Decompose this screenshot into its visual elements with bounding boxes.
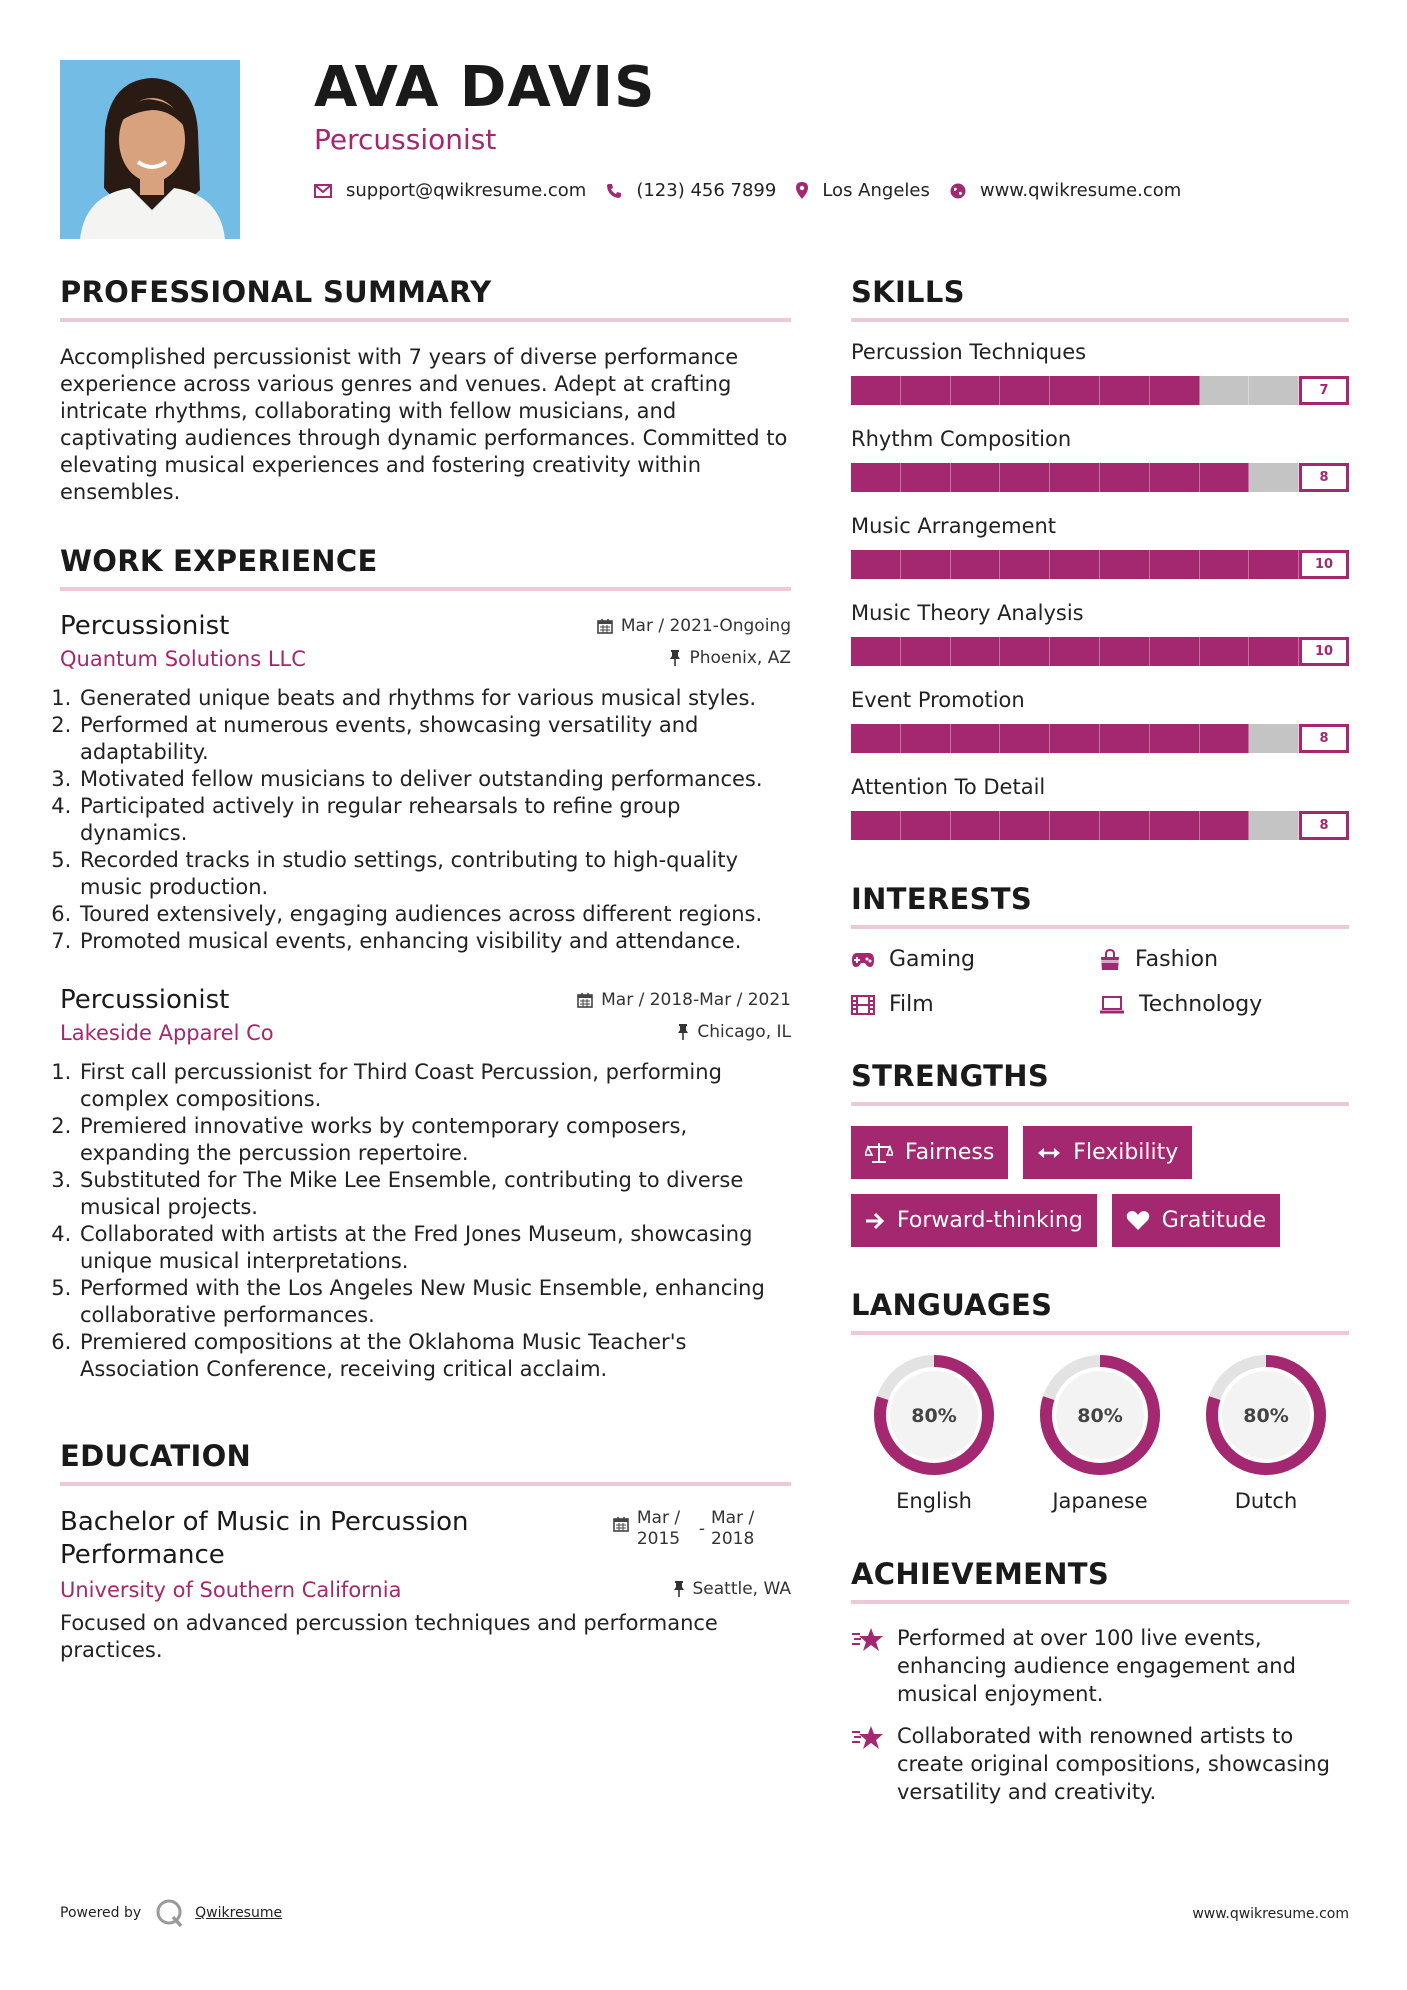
section-divider [60, 1482, 791, 1486]
section-divider [851, 1600, 1349, 1604]
skill-bar-segment [1050, 724, 1100, 753]
duty-item: 7. Promoted musical events, enhancing visibility and attendance. [78, 928, 791, 955]
phone-text: (123) 456 7899 [636, 180, 777, 201]
section-divider [60, 587, 791, 591]
qwikresume-logo-icon [155, 1898, 185, 1928]
skill-bar-segment [851, 724, 901, 753]
degree-title: Bachelor of Music in Percussion Performance [60, 1507, 469, 1570]
duty-item: 2. Performed at numerous events, showcasing versatility and adaptability. [78, 712, 791, 766]
interest-item-fashion [1099, 947, 1347, 972]
skill-level-bar [851, 724, 1349, 753]
contact-location [796, 180, 930, 201]
duty-list [78, 685, 791, 955]
envelope-icon [314, 184, 332, 198]
duty-item: 5. Recorded tracks in studio settings, contributing to high-quality music production. [78, 847, 791, 901]
skill-bar-segment [1100, 550, 1150, 579]
arrows-horizontal-icon [1037, 1146, 1061, 1160]
candidate-title: Percussionist [314, 123, 497, 156]
skill-bar-segment [951, 811, 1001, 840]
skill-bar-segment [901, 376, 951, 405]
languages-section [851, 1288, 1349, 1513]
footer-url[interactable]: www.qwikresume.com [1192, 1906, 1349, 1922]
pushpin-icon [669, 650, 681, 666]
contact-website[interactable] [950, 180, 1181, 201]
section-divider [851, 318, 1349, 322]
skill-bar-segment [1249, 724, 1299, 753]
skill-name: Attention To Detail [851, 775, 1046, 799]
experience-section [60, 544, 791, 1383]
skill-bar-segment [1000, 550, 1050, 579]
duty-item: 6. Toured extensively, engaging audiences across different regions. [78, 901, 791, 928]
skill-bar-segment [1249, 550, 1299, 579]
education-heading: EDUCATION [60, 1439, 252, 1473]
contact-phone[interactable] [606, 180, 776, 201]
brand-link[interactable]: Qwikresume [195, 1905, 283, 1921]
strengths-list [851, 1126, 1349, 1262]
duty-list [78, 1059, 791, 1383]
strength-label: Forward-thinking [897, 1208, 1083, 1233]
duty-item: 2. Premiered innovative works by contemporary composers, expanding the percussion repertoire. [78, 1113, 791, 1167]
job-location [669, 648, 791, 668]
skill-bar-segment [1100, 724, 1150, 753]
interests-grid [851, 947, 1349, 1017]
languages-list [851, 1353, 1349, 1513]
skill-name: Music Theory Analysis [851, 601, 1084, 625]
interest-label: Gaming [889, 947, 975, 972]
skill-level-badge: 8 [1299, 724, 1349, 753]
duty-item: 3. Motivated fellow musicians to deliver outstanding performances. [78, 766, 791, 793]
skill-bar-segment [1200, 550, 1250, 579]
interest-label: Film [889, 992, 934, 1017]
skills-list [851, 340, 1349, 840]
skill-level-bar [851, 376, 1349, 405]
skill-bar-segment [1200, 811, 1250, 840]
interests-section [851, 882, 1349, 1017]
job-title: Percussionist [60, 611, 230, 641]
skill-level-bar [851, 637, 1349, 666]
education-location [673, 1579, 792, 1599]
experience-heading: WORK EXPERIENCE [60, 544, 378, 578]
language-name: Japanese [1052, 1489, 1148, 1513]
interests-heading: INTERESTS [851, 882, 1033, 916]
strength-chip-fairness [851, 1126, 1008, 1179]
skill-bar-segment [1050, 550, 1100, 579]
language-progress-ring [872, 1353, 996, 1477]
skill-bar-segment [1200, 724, 1250, 753]
star-icon [851, 1724, 885, 1752]
arrow-right-icon [865, 1212, 885, 1230]
language-item [1017, 1353, 1183, 1513]
skill-bar-segment [1050, 811, 1100, 840]
language-percent-label: 80% [911, 1405, 957, 1427]
skill-level-bar [851, 463, 1349, 492]
profile-photo [60, 60, 240, 239]
calendar-icon [577, 992, 593, 1008]
gamepad-icon [851, 952, 875, 968]
skill-bar-segment [1150, 376, 1200, 405]
skill-bar-segment [1249, 376, 1299, 405]
globe-icon [950, 183, 966, 199]
phone-icon [606, 183, 622, 199]
achievement-text: Performed at over 100 live events, enhancing audience engagement and musical enjoyment. [897, 1626, 1296, 1706]
achievement-text: Collaborated with renowned artists to create original compositions, showcasing versatility and creativity. [897, 1724, 1330, 1804]
contact-bar [314, 180, 1201, 201]
skill-bar-segment [851, 811, 901, 840]
skill-bar-segment [1150, 724, 1200, 753]
skill-level-badge: 8 [1299, 463, 1349, 492]
section-divider [851, 1102, 1349, 1106]
skill-bar-segment [951, 376, 1001, 405]
email-text: support@qwikresume.com [346, 180, 587, 201]
languages-heading: LANGUAGES [851, 1288, 1053, 1322]
skill-bar-segment [1000, 463, 1050, 492]
powered-by-text: Powered by [60, 1905, 142, 1921]
job-title: Percussionist [60, 985, 230, 1015]
skill-level-badge: 10 [1299, 637, 1349, 666]
candidate-name: AVA DAVIS [314, 55, 656, 120]
star-icon [851, 1626, 885, 1654]
skill-item [851, 427, 1349, 492]
job-dates-text: Mar / 2021-Ongoing [620, 616, 791, 636]
job-location-text: Phoenix, AZ [689, 648, 791, 668]
skills-heading: SKILLS [851, 275, 965, 309]
job-entry-1 [60, 611, 791, 955]
pushpin-icon [673, 1581, 685, 1597]
education-description: Focused on advanced percussion techniques and performance practices. [60, 1611, 718, 1662]
strengths-section [851, 1059, 1349, 1262]
contact-email[interactable] [314, 180, 586, 201]
skill-bar-segment [1100, 811, 1150, 840]
skill-level-bar [851, 550, 1349, 579]
footer-powered-by [60, 1898, 282, 1928]
school-name: University of Southern California [60, 1578, 402, 1602]
film-icon [851, 995, 875, 1015]
skill-bar-segment [1249, 463, 1299, 492]
skill-bar-segment [1100, 637, 1150, 666]
language-progress-ring [1204, 1353, 1328, 1477]
section-divider [60, 318, 791, 322]
education-dates: Mar / 2015 - Mar / 2018 [613, 1508, 791, 1572]
pushpin-icon [677, 1024, 689, 1040]
strength-label: Fairness [905, 1140, 995, 1165]
language-name: English [896, 1489, 972, 1513]
skill-bar-segment [1000, 811, 1050, 840]
skill-name: Percussion Techniques [851, 340, 1087, 364]
education-section [60, 1439, 791, 1664]
skill-bar-segment [851, 550, 901, 579]
skill-bar-segment [1050, 376, 1100, 405]
education-location-text: Seattle, WA [692, 1579, 791, 1599]
skill-bar-segment [1100, 376, 1150, 405]
skill-bar-segment [1150, 811, 1200, 840]
skill-bar-segment [951, 463, 1001, 492]
skill-bar-segment [851, 637, 901, 666]
job-dates [577, 990, 791, 1010]
skill-bar-segment [901, 550, 951, 579]
calendar-icon [597, 618, 613, 634]
skill-bar-segment [1000, 724, 1050, 753]
achievements-list [851, 1624, 1349, 1806]
strength-label: Flexibility [1073, 1140, 1179, 1165]
skill-bar-segment [1249, 811, 1299, 840]
skill-bar-segment [1249, 637, 1299, 666]
skill-bar-segment [1050, 637, 1100, 666]
skill-bar-segment [1050, 463, 1100, 492]
strength-label: Gratitude [1161, 1208, 1267, 1233]
job-dates [597, 616, 791, 636]
skill-level-badge: 10 [1299, 550, 1349, 579]
skill-bar-segment [1150, 637, 1200, 666]
achievements-section [851, 1557, 1349, 1806]
skill-bar-segment [901, 811, 951, 840]
heart-icon [1126, 1210, 1150, 1231]
duty-item: 3. Substituted for The Mike Lee Ensemble, contributing to diverse musical projects. [78, 1167, 791, 1221]
duty-item: 6. Premiered compositions at the Oklahoma Music Teacher's Association Conference, receiving critical acclaim. [78, 1329, 791, 1383]
skill-level-bar [851, 811, 1349, 840]
job-entry-2 [60, 985, 791, 1383]
skill-bar-segment [1000, 637, 1050, 666]
summary-heading: PROFESSIONAL SUMMARY [60, 275, 492, 309]
strength-chip-gratitude [1112, 1194, 1280, 1247]
balance-scale-icon [865, 1142, 893, 1164]
job-dates-text: Mar / 2018-Mar / 2021 [601, 990, 791, 1010]
education-end: Mar / 2018 [711, 1508, 755, 1549]
skill-bar-segment [1100, 463, 1150, 492]
skill-bar-segment [1200, 463, 1250, 492]
skill-name: Music Arrangement [851, 514, 1057, 538]
skill-bar-segment [951, 637, 1001, 666]
job-location-text: Chicago, IL [697, 1022, 791, 1042]
education-start: Mar / 2015 [636, 1508, 681, 1549]
left-column [60, 275, 791, 1664]
skill-bar-segment [1000, 376, 1050, 405]
map-marker-icon [796, 182, 808, 199]
shopping-bag-icon [1099, 949, 1121, 971]
skill-bar-segment [851, 463, 901, 492]
skill-bar-segment [901, 463, 951, 492]
skills-section [851, 275, 1349, 840]
location-text: Los Angeles [822, 180, 930, 201]
strength-chip-forward-thinking [851, 1194, 1097, 1247]
summary-section [60, 275, 791, 506]
language-item [1183, 1353, 1349, 1513]
interest-label: Technology [1139, 992, 1263, 1017]
interest-item-technology [1099, 992, 1347, 1017]
skill-bar-segment [951, 550, 1001, 579]
company-name: Quantum Solutions LLC [60, 647, 306, 671]
skill-bar-segment [851, 376, 901, 405]
duty-item: 4. Participated actively in regular rehearsals to refine group dynamics. [78, 793, 791, 847]
achievements-heading: ACHIEVEMENTS [851, 1557, 1110, 1591]
website-text: www.qwikresume.com [979, 180, 1182, 201]
skill-name: Rhythm Composition [851, 427, 1072, 451]
skill-item [851, 775, 1349, 840]
achievement-item [851, 1722, 1349, 1806]
strength-chip-flexibility [1023, 1126, 1192, 1179]
skill-item [851, 601, 1349, 666]
strengths-heading: STRENGTHS [851, 1059, 1050, 1093]
skill-level-badge: 7 [1299, 376, 1349, 405]
job-location [677, 1022, 791, 1042]
duty-item: 1. First call percussionist for Third Coast Percussion, performing complex compositions. [78, 1059, 791, 1113]
duty-item: 5. Performed with the Los Angeles New Music Ensemble, enhancing collaborative performances. [78, 1275, 791, 1329]
summary-text: Accomplished percussionist with 7 years of diverse performance experience across various genres and venues. Adept at crafting intricate rhythms, collaborating with fellow musicians, and captivating audiences through dynamic performances. Committed to elevating musical experiences and fostering creativity within ensembles. [60, 345, 788, 504]
interest-item-gaming [851, 947, 1099, 972]
language-percent-label: 80% [1077, 1405, 1123, 1427]
skill-bar-segment [901, 724, 951, 753]
skill-item [851, 514, 1349, 579]
language-progress-ring [1038, 1353, 1162, 1477]
achievement-item [851, 1624, 1349, 1708]
calendar-icon [613, 1516, 629, 1532]
duty-item: 1. Generated unique beats and rhythms for various musical styles. [78, 685, 791, 712]
laptop-icon [1099, 996, 1125, 1014]
skill-bar-segment [1150, 550, 1200, 579]
language-percent-label: 80% [1243, 1405, 1289, 1427]
skill-item [851, 688, 1349, 753]
company-name: Lakeside Apparel Co [60, 1021, 274, 1045]
language-name: Dutch [1234, 1489, 1298, 1513]
right-column [851, 275, 1349, 1820]
skill-bar-segment [1150, 463, 1200, 492]
skill-bar-segment [901, 637, 951, 666]
duty-item: 4. Collaborated with artists at the Fred Jones Museum, showcasing unique musical interpretations. [78, 1221, 791, 1275]
section-divider [851, 1331, 1349, 1335]
skill-bar-segment [1200, 376, 1250, 405]
language-item [851, 1353, 1017, 1513]
skill-item [851, 340, 1349, 405]
skill-bar-segment [951, 724, 1001, 753]
skill-bar-segment [1200, 637, 1250, 666]
interest-item-film [851, 992, 1099, 1017]
section-divider [851, 925, 1349, 929]
skill-name: Event Promotion [851, 688, 1025, 712]
skill-level-badge: 8 [1299, 811, 1349, 840]
interest-label: Fashion [1135, 947, 1219, 972]
